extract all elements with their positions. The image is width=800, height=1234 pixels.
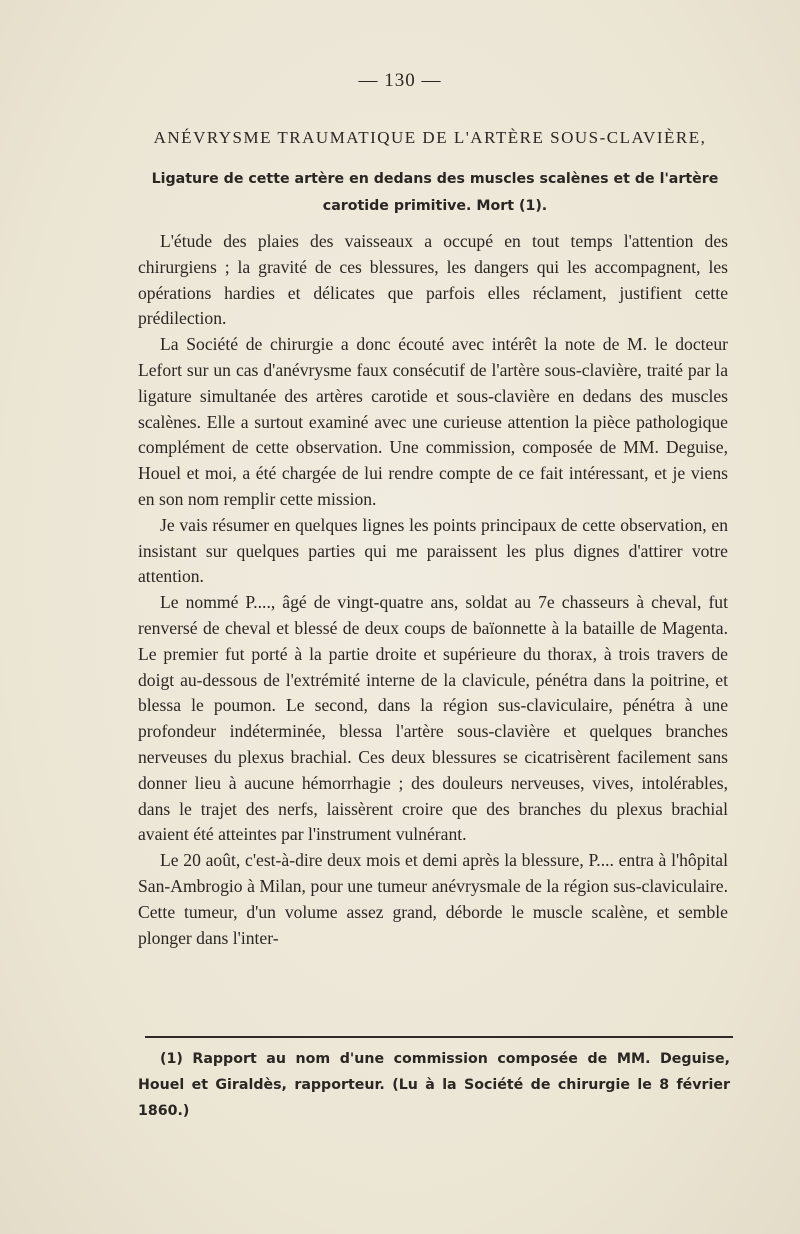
footnote-text: (1) Rapport au nom d'une commission composée de MM. Deguise, Houel et Giraldès, rapporteur. (Lu à la Société de chirurgie le 8 février 1860.) (138, 1051, 730, 1119)
footnote-divider (145, 1036, 733, 1038)
paragraph: Le nommé P...., âgé de vingt-quatre ans, soldat au 7e chasseurs à cheval, fut renversé de cheval et blessé de deux coups de baïonnette à la bataille de Magenta. Le premier fut porté à la partie droite et supérieure du thorax, à trois travers de doigt au-dessous de l'extrémité interne de la clavicule, pénétra dans la poitrine, et blessa le poumon. Le second, dans la région sus-claviculaire, pénétra à une profondeur indéterminée, blessa l'artère sous-clavière et quelques branches nerveuses du plexus brachial. Ces deux blessures se cicatrisèrent facilement sans donner lieu à aucune hémorrhagie ; des douleurs nerveuses, vives, intolérables, dans le trajet des nerfs, laissèrent croire que des branches du plexus brachial avaient été atteintes par l'instrument vulnérant. (138, 592, 728, 845)
page-number: — 130 — (358, 70, 442, 91)
paragraph: Le 20 août, c'est-à-dire deux mois et demi après la blessure, P.... entra à l'hôpital San-Ambrogio à Milan, pour une tumeur anévrysmale de la région sus-claviculaire. Cette tumeur, d'un volume assez grand, déborde le muscle scalène, et semble plonger dans l'inter- (138, 850, 728, 948)
paragraph: Je vais résumer en quelques lignes les points principaux de cette observation, en insistant sur quelques parties qui me paraissent les plus dignes d'attirer votre attention. (138, 514, 728, 587)
chapter-title: ANÉVRYSME TRAUMATIQUE DE L'ARTÈRE SOUS-CLAVIÈRE, (153, 128, 707, 147)
footnote (138, 1046, 730, 1124)
paragraph: L'étude des plaies des vaisseaux a occupé en tout temps l'attention des chirurgiens ; la gravité de ces blessures, les dangers qui les accompagnent, les opérations hardies et délicates que parfois elles réclament, justifient cette prédilection. (138, 231, 728, 329)
body-text (138, 229, 728, 951)
paragraph: La Société de chirurgie a donc écouté avec intérêt la note de M. le docteur Lefort sur un cas d'anévrysme faux consécutif de l'artère sous-clavière, traité par la ligature simultanée des artères carotide et sous-clavière en dedans des muscles scalènes. Elle a surtout examiné avec une curieuse attention la pièce pathologique complément de cette observation. Une commission, composée de MM. Deguise, Houel et moi, a été chargée de lui rendre compte de ce fait intéressant, et je viens en son nom remplir cette mission. (138, 334, 728, 509)
chapter-subtitle: Ligature de cette artère en dedans des muscles scalènes et de l'artère carotide primitive. Mort (1). (151, 171, 719, 214)
